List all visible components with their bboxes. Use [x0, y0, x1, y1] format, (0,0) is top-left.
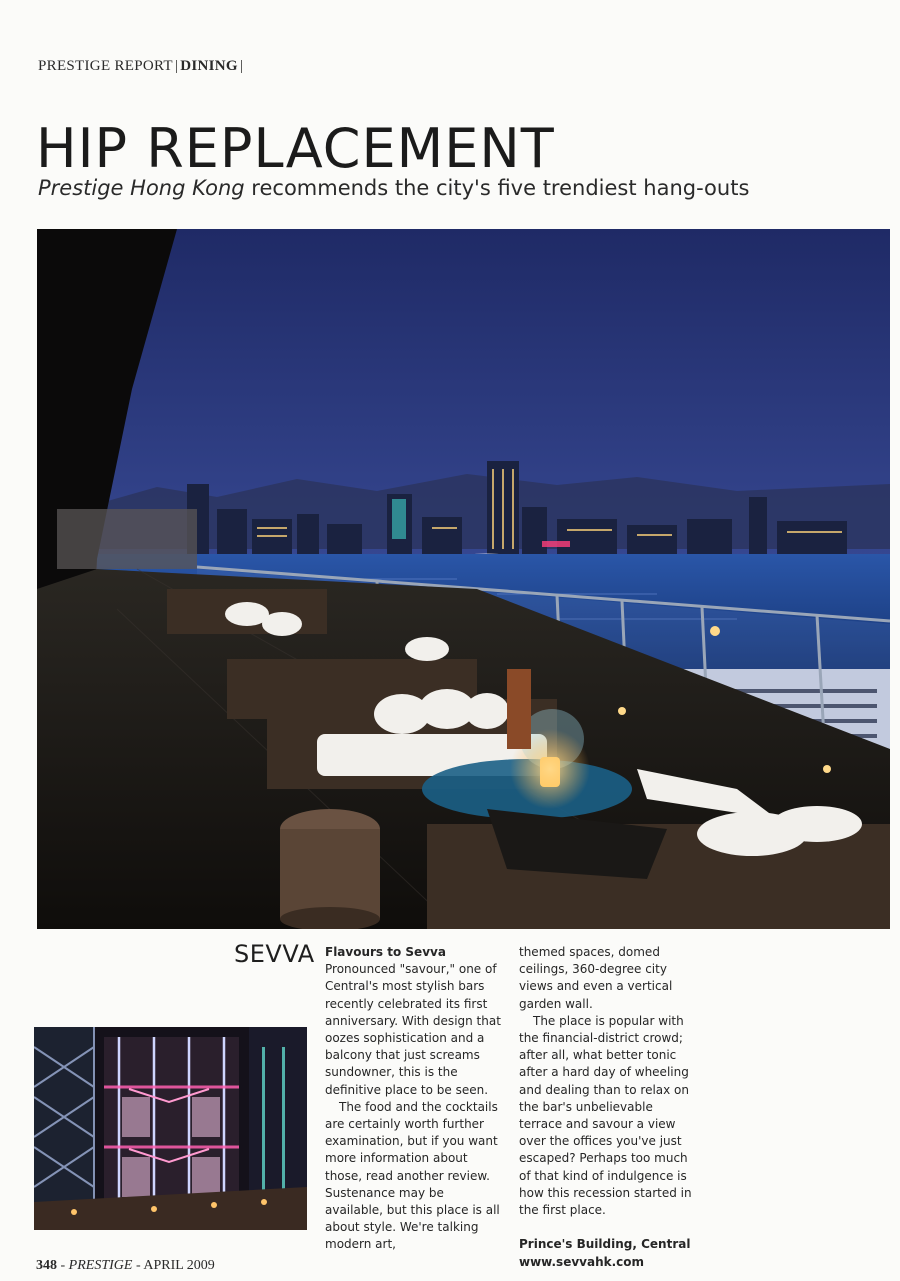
article-standfirst — [38, 176, 749, 200]
page-folio — [36, 1258, 215, 1274]
section-trail-separator: | — [239, 58, 244, 74]
folio-dash-1: - — [57, 1258, 69, 1273]
venue-address: Prince's Building, Central — [519, 1237, 691, 1252]
section-separator: | — [174, 58, 179, 74]
article-paragraph-1: Pronounced "savour," one of Central's most stylish bars recently celebrated its first anniversary. With design that oozes sophistication and a balcony that just screams sundowner, this is the definitive place to be seen. — [325, 962, 501, 1097]
page-number: 348 — [36, 1258, 57, 1273]
article-paragraph-2: The food and the cocktails are certainly worth further examination, but if you want more information about those, read another review. Sustenance may be available, but this place is all about style. We're talking modern art, — [325, 1099, 500, 1252]
article-subhead: Flavours to Sevva — [325, 945, 446, 959]
section-label: PRESTIGE REPORT — [38, 58, 173, 74]
article-column-1 — [325, 944, 503, 1254]
article-column-2 — [519, 944, 697, 1271]
inset-photo — [34, 1027, 307, 1230]
rooftop-terrace-illustration — [37, 229, 890, 929]
subsection-label: DINING — [180, 58, 238, 74]
standfirst-magazine: Prestige Hong Kong — [38, 176, 245, 200]
article-title: HIP REPLACEMENT — [36, 117, 555, 180]
night-skyscraper-illustration — [34, 1027, 307, 1230]
standfirst-text: recommends the city's five trendiest hang-outs — [244, 176, 750, 200]
article-paragraph-2-continued: themed spaces, domed ceilings, 360-degree city views and even a vertical garden wall. — [519, 945, 673, 1011]
section-tag — [38, 58, 245, 75]
article-paragraph-3: The place is popular with the financial-district crowd; after all, what better tonic after a hard day of wheeling and dealing than to relax on the bar's unbelievable terrace and savour a view over the offices you've just escaped? Perhaps too much of that kind of indulgence is how this recession started in the first place. — [519, 1013, 692, 1218]
hero-photo — [37, 229, 890, 929]
folio-dash-2: - — [132, 1258, 144, 1273]
venue-website: www.sevvahk.com — [519, 1254, 645, 1269]
folio-issue: APRIL 2009 — [143, 1258, 215, 1273]
folio-magazine: PRESTIGE — [68, 1258, 133, 1273]
venue-name: SEVVA — [234, 940, 315, 968]
